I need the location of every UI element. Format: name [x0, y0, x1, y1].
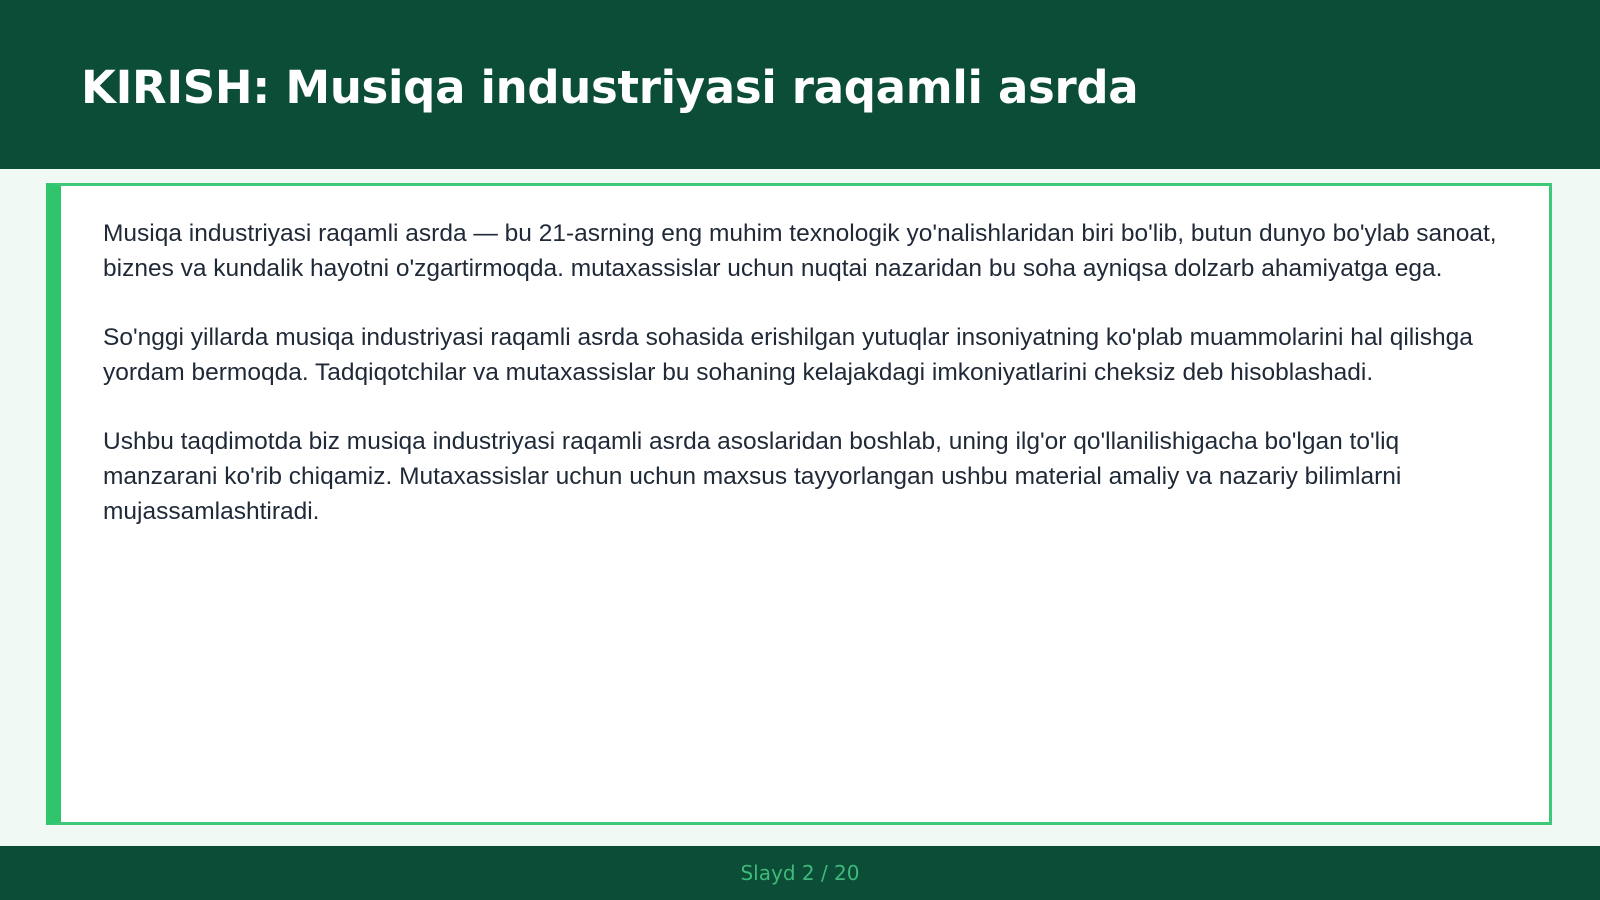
content-box: [46, 183, 1552, 825]
slide-title: KIRISH: Musiqa industriyasi raqamli asrda: [81, 61, 1139, 114]
slide-header: [0, 0, 1600, 169]
paragraph-overview: Ushbu taqdimotda biz musiqa industriyasi raqamli asrda asoslaridan boshlab, uning ilg'or qo'llanilishigacha bo'lgan to'liq manzarani ko'rib chiqamiz. Mutaxassislar uchun uchun maxsus tayyorlangan ushbu material amaliy va nazariy bilimlarni mujassamlashtiradi.: [103, 428, 1402, 525]
paragraph-achievements: So'nggi yillarda musiqa industriyasi raqamli asrda sohasida erishilgan yutuqlar insoniyatning ko'plab muammolarini hal qilishga yordam bermoqda. Tadqiqotchilar va mutaxassislar bu sohaning kelajakdagi imkoniyatlarini cheksiz deb hisoblashadi.: [103, 324, 1473, 386]
paragraph-intro: Musiqa industriyasi raqamli asrda — bu 21-asrning eng muhim texnologik yo'nalishlaridan biri bo'lib, butun dunyo bo'ylab sanoat, biznes va kundalik hayotni o'zgartirmoqda. mutaxassislar uchun nuqtai nazaridan bu soha ayniqsa dolzarb ahamiyatga ega.: [103, 220, 1497, 282]
slide-footer: [0, 846, 1600, 900]
content-text: [103, 216, 1513, 563]
slide-number: Slayd 2 / 20: [740, 861, 860, 885]
